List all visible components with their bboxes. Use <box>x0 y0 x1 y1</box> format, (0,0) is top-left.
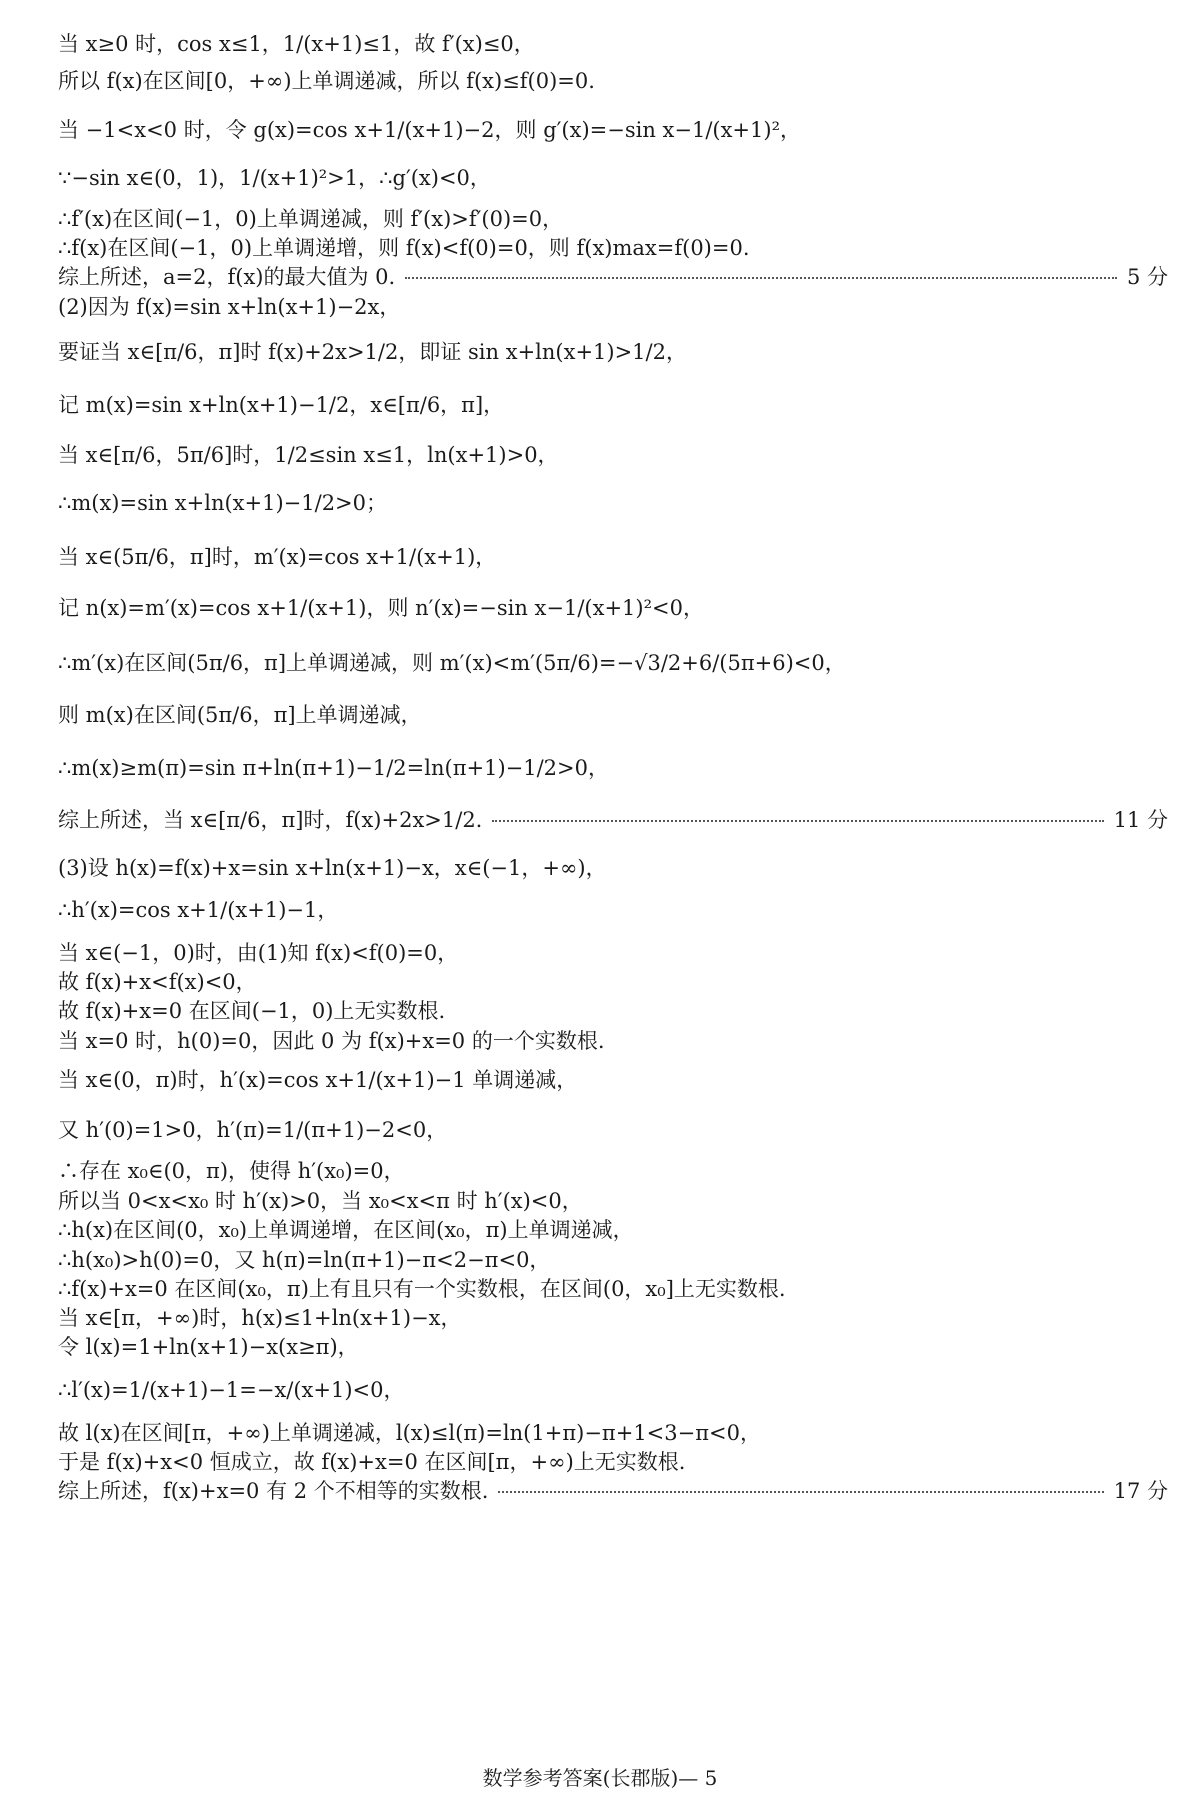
dotted-leader <box>498 1491 1103 1493</box>
solution-line: ∴m(x)≥m(π)=sin π+ln(π+1)−1/2=ln(π+1)−1/2>0， <box>58 756 609 780</box>
solution-line: 于是 f(x)+x<0 恒成立，故 f(x)+x=0 在区间[π，+∞)上无实数根. <box>58 1450 686 1474</box>
solution-line: 故 l(x)在区间[π，+∞)上单调递减，l(x)≤l(π)=ln(1+π)−π+1<3−π<0， <box>58 1421 761 1445</box>
score-line <box>58 265 1168 289</box>
solution-line: 当 −1<x<0 时，令 g(x)=cos x+1/(x+1)−2，则 g′(x)=−sin x−1/(x+1)²， <box>58 118 801 142</box>
score-points: 11 分 <box>1113 808 1168 832</box>
solution-line: ∴h′(x)=cos x+1/(x+1)−1， <box>58 898 339 922</box>
solution-line: 令 l(x)=1+ln(x+1)−x(x≥π)， <box>58 1335 359 1359</box>
solution-line: ∴l′(x)=1/(x+1)−1=−x/(x+1)<0， <box>58 1378 405 1402</box>
solution-line: 记 m(x)=sin x+ln(x+1)−1/2，x∈[π/6，π]， <box>58 393 505 417</box>
solution-line: 所以当 0<x<x₀ 时 h′(x)>0，当 x₀<x<π 时 h′(x)<0， <box>58 1189 583 1213</box>
solution-line: ∴h(x₀)>h(0)=0，又 h(π)=ln(π+1)−π<2−π<0， <box>58 1248 551 1272</box>
score-text: 综上所述，f(x)+x=0 有 2 个不相等的实数根. <box>58 1479 489 1503</box>
score-text: 综上所述，当 x∈[π/6，π]时，f(x)+2x>1/2. <box>58 808 483 832</box>
solution-line: ∴f(x)在区间(−1，0)上单调递增，则 f(x)<f(0)=0，则 f(x)max=f(0)=0. <box>58 236 750 260</box>
score-points: 5 分 <box>1126 265 1168 289</box>
solution-line: 当 x∈(0，π)时，h′(x)=cos x+1/(x+1)−1 单调递减， <box>58 1068 578 1092</box>
score-line <box>58 1479 1168 1503</box>
solution-line: 则 m(x)在区间(5π/6，π]上单调递减， <box>58 703 422 727</box>
solution-line: 当 x=0 时，h(0)=0，因此 0 为 f(x)+x=0 的一个实数根. <box>58 1029 605 1053</box>
dotted-leader <box>492 820 1103 822</box>
solution-line: ∴h(x)在区间(0，x₀)上单调递增，在区间(x₀，π)上单调递减， <box>58 1218 634 1242</box>
score-points: 17 分 <box>1113 1479 1168 1503</box>
solution-line: 当 x∈[π，+∞)时，h(x)≤1+ln(x+1)−x， <box>58 1306 462 1330</box>
solution-line: 又 h′(0)=1>0，h′(π)=1/(π+1)−2<0， <box>58 1118 448 1142</box>
solution-line: 要证当 x∈[π/6，π]时 f(x)+2x>1/2，即证 sin x+ln(x+1)>1/2， <box>58 340 687 364</box>
page-footer: 数学参考答案(长郡版)— 5 <box>482 1766 718 1790</box>
solution-line: 当 x≥0 时，cos x≤1，1/(x+1)≤1，故 f′(x)≤0， <box>58 32 535 56</box>
solution-line: ∴f(x)+x=0 在区间(x₀，π)上有且只有一个实数根，在区间(0，x₀]上无实数根. <box>58 1277 786 1301</box>
solution-line: 当 x∈(−1，0)时，由(1)知 f(x)<f(0)=0， <box>58 941 459 965</box>
solution-line: 当 x∈[π/6，5π/6]时，1/2≤sin x≤1，ln(x+1)>0， <box>58 443 559 467</box>
solution-line: 记 n(x)=m′(x)=cos x+1/(x+1)，则 n′(x)=−sin x−1/(x+1)²<0， <box>58 596 704 620</box>
solution-line: ∴m(x)=sin x+ln(x+1)−1/2>0； <box>58 491 388 515</box>
score-text: 综上所述，a=2，f(x)的最大值为 0. <box>58 265 396 289</box>
score-line <box>58 808 1168 832</box>
solution-line: (2)因为 f(x)=sin x+ln(x+1)−2x， <box>58 295 401 319</box>
solution-line: ∴m′(x)在区间(5π/6，π]上单调递减，则 m′(x)<m′(5π/6)=−√3/2+6/(5π+6)<0， <box>58 651 846 675</box>
solution-line: 当 x∈(5π/6，π]时，m′(x)=cos x+1/(x+1)， <box>58 545 497 569</box>
solution-line: ∵−sin x∈(0，1)，1/(x+1)²>1，∴g′(x)<0， <box>58 166 491 190</box>
solution-line: ∴存在 x₀∈(0，π)，使得 h′(x₀)=0， <box>58 1159 405 1183</box>
solution-line: 故 f(x)+x<f(x)<0， <box>58 970 257 994</box>
solution-line: (3)设 h(x)=f(x)+x=sin x+ln(x+1)−x，x∈(−1，+∞)， <box>58 856 607 880</box>
solution-line: 故 f(x)+x=0 在区间(−1，0)上无实数根. <box>58 999 446 1023</box>
solution-line: 所以 f(x)在区间[0，+∞)上单调递减，所以 f(x)≤f(0)=0. <box>58 69 595 93</box>
solution-line: ∴f′(x)在区间(−1，0)上单调递减，则 f′(x)>f′(0)=0， <box>58 207 564 231</box>
dotted-leader <box>405 277 1117 279</box>
